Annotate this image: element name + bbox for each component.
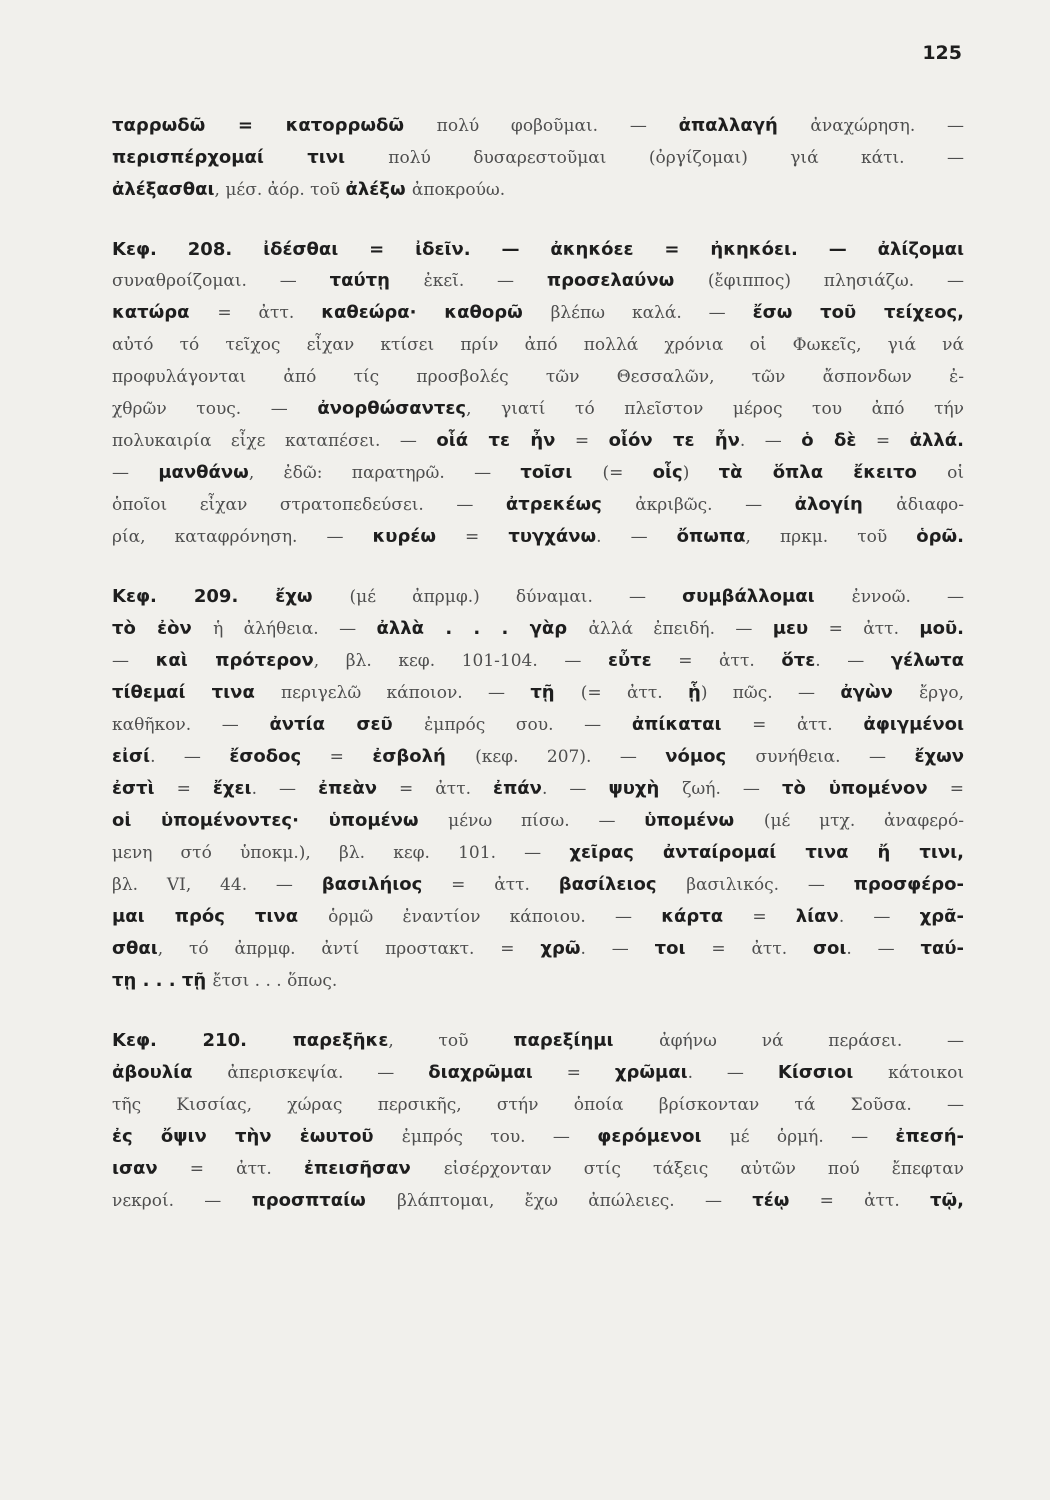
paragraph-kef-209 bbox=[112, 581, 964, 997]
headword: τῇ bbox=[530, 682, 581, 703]
headword: ἀντία σεῦ bbox=[269, 714, 425, 735]
headword: ἀβουλία bbox=[112, 1062, 228, 1083]
gloss: — bbox=[112, 651, 156, 671]
gloss: τῆς Κισσίας, χώρας περσικῆς, στήν ὁποία βρίσκονταν τά Σοῦσα. — bbox=[112, 1095, 964, 1115]
headword: τῷ, bbox=[930, 1190, 964, 1211]
text-line bbox=[112, 1121, 964, 1153]
headword: τῃ . . . τῇ bbox=[112, 970, 213, 991]
headword: ἀπίκαται bbox=[631, 714, 722, 735]
headword: σθαι bbox=[112, 938, 158, 959]
text-line bbox=[112, 613, 964, 645]
gloss: . — bbox=[687, 1063, 778, 1083]
headword: καθεώρα· καθορῶ bbox=[321, 302, 551, 323]
text-line bbox=[112, 581, 964, 613]
gloss: = bbox=[436, 527, 509, 547]
headword: χρῶμαι bbox=[614, 1062, 688, 1083]
headword: ἔχων bbox=[914, 746, 964, 767]
headword: ἐπεὰν bbox=[318, 778, 377, 799]
headword: ισαν bbox=[112, 1158, 158, 1179]
text-line bbox=[112, 361, 964, 393]
gloss: ζωή. — bbox=[682, 779, 782, 799]
headword: τίθεμαί τινα bbox=[112, 682, 281, 703]
gloss: βασιλικός. — bbox=[686, 875, 854, 895]
headword: σοι bbox=[813, 938, 847, 959]
headword: μοῦ. bbox=[919, 618, 964, 639]
text-line bbox=[112, 425, 964, 457]
gloss: προφυλάγονται ἀπό τίς προσβολές τῶν Θεσσαλῶν, τῶν ἄσπονδων ἐ- bbox=[112, 367, 964, 387]
headword: ἐς ὄψιν τὴν ἑωυτοῦ bbox=[112, 1126, 402, 1147]
text-line bbox=[112, 1089, 964, 1121]
gloss: = ἀττ. bbox=[721, 715, 864, 735]
text-line bbox=[112, 457, 964, 489]
gloss: . — bbox=[150, 747, 230, 767]
headword: ὁ δὲ bbox=[801, 430, 857, 451]
headword: Κεφ. 210. παρεξῆκε bbox=[112, 1030, 389, 1051]
headword: μευ bbox=[772, 618, 809, 639]
text-line bbox=[112, 645, 964, 677]
gloss: μέ ὁρμή. — bbox=[729, 1127, 896, 1147]
headword: εἰσί bbox=[112, 746, 151, 767]
text-line bbox=[112, 174, 964, 206]
headword: ταύτῃ bbox=[329, 270, 424, 291]
text-line bbox=[112, 869, 964, 901]
headword: ὅτε bbox=[781, 650, 816, 671]
headword: νόμος bbox=[665, 746, 756, 767]
headword: γέλωτα bbox=[890, 650, 964, 671]
text-line bbox=[112, 741, 964, 773]
gloss: = bbox=[154, 779, 213, 799]
gloss: . — bbox=[739, 431, 802, 451]
gloss: κάτοικοι bbox=[888, 1063, 964, 1083]
headword: ψυχὴ bbox=[608, 778, 683, 799]
gloss: ἐμπρός σου. — bbox=[424, 715, 632, 735]
gloss: . — bbox=[541, 779, 609, 799]
gloss: . — bbox=[580, 939, 655, 959]
gloss: = ἀττ. bbox=[685, 939, 813, 959]
headword: τὸ ἐὸν bbox=[112, 618, 214, 639]
gloss: (= ἀττ. bbox=[580, 683, 688, 703]
headword: ἀγὼν bbox=[840, 682, 920, 703]
gloss: (= bbox=[602, 463, 653, 483]
gloss: ρία, καταφρόνηση. — bbox=[112, 527, 373, 547]
gloss: νεκροί. — bbox=[112, 1191, 252, 1211]
headword: ἐσβολή bbox=[372, 746, 476, 767]
headword: ἔσοδος bbox=[229, 746, 302, 767]
page-number: 125 bbox=[922, 42, 962, 64]
gloss: αὐτό τό τεῖχος εἶχαν κτίσει πρίν ἀπό πολλά χρόνια οἱ Φωκεῖς, γιά νά bbox=[112, 335, 964, 355]
gloss: = ἀττ. bbox=[651, 651, 782, 671]
gloss: συνήθεια. — bbox=[755, 747, 915, 767]
gloss: (μέ ἀπρμφ.) δύναμαι. — bbox=[349, 587, 683, 607]
gloss: ἀποκρούω. bbox=[411, 180, 506, 200]
gloss: = ἀττ. bbox=[376, 779, 494, 799]
headword: ὁρῶ. bbox=[916, 526, 964, 547]
gloss: ἔτσι . . . ὅπως. bbox=[212, 971, 338, 991]
headword: παρεξίημι bbox=[513, 1030, 660, 1051]
text-line bbox=[112, 805, 964, 837]
gloss: πολύ φοβοῦμαι. — bbox=[436, 116, 679, 136]
gloss: = bbox=[301, 747, 373, 767]
headword: ἀλογίη bbox=[794, 494, 897, 515]
gloss: = bbox=[927, 779, 964, 799]
gloss: ἡ ἀλήθεια. — bbox=[213, 619, 377, 639]
gloss: — bbox=[112, 463, 159, 483]
headword: Κεφ. 209. ἔχω bbox=[112, 586, 350, 607]
text-line bbox=[112, 709, 964, 741]
gloss: βλέπω καλά. — bbox=[550, 303, 753, 323]
gloss: ἀφήνω νά περάσει. — bbox=[659, 1031, 964, 1051]
headword: προσελαύνω bbox=[546, 270, 708, 291]
headword: ἐστὶ bbox=[112, 778, 155, 799]
headword: προσφέρο- bbox=[853, 874, 964, 895]
headword: ἐπάν bbox=[493, 778, 542, 799]
gloss: ἀκριβῶς. — bbox=[635, 495, 795, 515]
headword: Κεφ. 208. ἰδέσθαι = ἰδεῖν. — ἀκηκόεε = ἠκηκόει. — ἀλίζομαι bbox=[112, 239, 964, 260]
headword: τοι bbox=[654, 938, 686, 959]
gloss: συναθροίζομαι. — bbox=[112, 271, 330, 291]
headword: οἷά τε ἦν bbox=[436, 430, 556, 451]
headword: ἔσω τοῦ τείχεος, bbox=[752, 302, 964, 323]
text-line bbox=[112, 142, 964, 174]
gloss: . — bbox=[815, 651, 891, 671]
headword: ὑπομένω bbox=[644, 810, 764, 831]
headword: τὰ ὅπλα ἔκειτο bbox=[718, 462, 948, 483]
gloss: , τό ἀπρμφ. ἀντί προστακτ. = bbox=[157, 939, 541, 959]
gloss: = ἀττ. bbox=[157, 1159, 304, 1179]
gloss: , πρκμ. τοῦ bbox=[745, 527, 917, 547]
text-line bbox=[112, 965, 964, 997]
headword: ἔχει bbox=[212, 778, 252, 799]
headword: τυγχάνω bbox=[508, 526, 597, 547]
text-line bbox=[112, 265, 964, 297]
gloss: = bbox=[856, 431, 910, 451]
headword: ἐπεισῆσαν bbox=[303, 1158, 444, 1179]
gloss: , γιατί τό πλεῖστον μέρος του ἀπό τήν bbox=[466, 399, 964, 419]
headword: εὖτε bbox=[607, 650, 652, 671]
gloss: χθρῶν τους. — bbox=[112, 399, 318, 419]
headword: οἱ ὑπομένοντες· ὑπομένω bbox=[112, 810, 449, 831]
gloss: = bbox=[723, 907, 796, 927]
headword: βασιλήιος bbox=[321, 874, 423, 895]
headword: ᾗ bbox=[687, 682, 701, 703]
gloss: , ἐδῶ: παρατηρῶ. — bbox=[248, 463, 521, 483]
gloss: = ἀττ. bbox=[808, 619, 920, 639]
gloss: = ἀττ. bbox=[422, 875, 559, 895]
headword: χρῶ bbox=[540, 938, 581, 959]
gloss: ἐμπρός του. — bbox=[401, 1127, 598, 1147]
headword: κάρτα bbox=[661, 906, 724, 927]
headword: οἷς bbox=[652, 462, 683, 483]
headword: χρᾶ- bbox=[919, 906, 964, 927]
gloss: (κεφ. 207). — bbox=[475, 747, 666, 767]
gloss: . — bbox=[838, 907, 920, 927]
gloss: οἱ bbox=[947, 463, 964, 483]
gloss: . — bbox=[251, 779, 319, 799]
headword: ἀλλὰ . . . γὰρ bbox=[376, 618, 589, 639]
headword: ἀνορθώσαντες bbox=[317, 398, 467, 419]
text-line bbox=[112, 901, 964, 933]
text-line bbox=[112, 489, 964, 521]
gloss: ) πῶς. — bbox=[700, 683, 841, 703]
gloss: (ἔφιππος) πλησιάζω. — bbox=[707, 271, 964, 291]
headword: τὸ ὑπομένον bbox=[781, 778, 928, 799]
gloss: καθῆκον. — bbox=[112, 715, 270, 735]
headword: φερόμενοι bbox=[597, 1126, 730, 1147]
headword: ἀλέξασθαι bbox=[112, 179, 215, 200]
text-line bbox=[112, 110, 964, 142]
text-body bbox=[112, 110, 964, 1245]
headword: μανθάνω bbox=[158, 462, 249, 483]
gloss: ἀδιαφο- bbox=[896, 495, 964, 515]
headword: τοῖσι bbox=[520, 462, 603, 483]
text-line bbox=[112, 837, 964, 869]
gloss: ἐκεῖ. — bbox=[423, 271, 547, 291]
text-line bbox=[112, 1185, 964, 1217]
paragraph-kef-210 bbox=[112, 1025, 964, 1217]
gloss: ἀναχώρηση. — bbox=[810, 116, 964, 136]
headword: τέῳ bbox=[752, 1190, 790, 1211]
gloss: ἐννοῶ. — bbox=[851, 587, 964, 607]
text-line bbox=[112, 1025, 964, 1057]
text-line bbox=[112, 933, 964, 965]
headword: χεῖρας ἀνταίρομαί τινα ἤ τινι, bbox=[569, 842, 964, 863]
text-line bbox=[112, 1057, 964, 1089]
text-line bbox=[112, 297, 964, 329]
gloss: περιγελῶ κάποιον. — bbox=[280, 683, 531, 703]
gloss: . — bbox=[846, 939, 921, 959]
headword: περισπέρχομαί τινι bbox=[112, 147, 389, 168]
headword: Κίσσιοι bbox=[777, 1062, 889, 1083]
text-line bbox=[112, 393, 964, 425]
gloss: εἰσέρχονταν στίς τάξεις αὐτῶν πού ἔπεφταν bbox=[443, 1159, 964, 1179]
headword: μαι πρός τινα bbox=[112, 906, 329, 927]
text-line bbox=[112, 521, 964, 553]
gloss: μενη στό ὑποκμ.), βλ. κεφ. 101. — bbox=[112, 843, 570, 863]
headword: καὶ πρότερον bbox=[155, 650, 314, 671]
headword: ἀτρεκέως bbox=[505, 494, 636, 515]
headword: οἷόν τε ἦν bbox=[608, 430, 740, 451]
gloss: ἀπερισκεψία. — bbox=[227, 1063, 429, 1083]
headword: κυρέω bbox=[372, 526, 437, 547]
gloss: ) bbox=[682, 463, 719, 483]
gloss: ἔργο, bbox=[919, 683, 964, 703]
headword: κατώρα bbox=[112, 302, 218, 323]
gloss: , μέσ. ἀόρ. τοῦ bbox=[214, 180, 346, 200]
gloss: ἀλλά ἐπειδή. — bbox=[588, 619, 773, 639]
gloss: (μέ μτχ. ἀναφερό- bbox=[763, 811, 964, 831]
gloss: βλάπτομαι, ἔχω ἀπώλειες. — bbox=[396, 1191, 753, 1211]
paragraph-kef-208 bbox=[112, 234, 964, 553]
headword: ἐπεσή- bbox=[895, 1126, 964, 1147]
gloss: πολυκαιρία εἶχε καταπέσει. — bbox=[112, 431, 437, 451]
headword: λίαν bbox=[795, 906, 839, 927]
text-line bbox=[112, 677, 964, 709]
text-line bbox=[112, 1153, 964, 1185]
gloss: = bbox=[555, 431, 609, 451]
headword: ὄπωπα bbox=[676, 526, 746, 547]
gloss: μένω πίσω. — bbox=[448, 811, 645, 831]
gloss: , τοῦ bbox=[388, 1031, 514, 1051]
gloss: = bbox=[532, 1063, 615, 1083]
headword: προσπταίω bbox=[251, 1190, 397, 1211]
gloss: , βλ. κεφ. 101-104. — bbox=[313, 651, 608, 671]
text-line bbox=[112, 329, 964, 361]
headword: ἀπαλλαγή bbox=[678, 115, 811, 136]
headword: ἀλέξω bbox=[345, 179, 412, 200]
text-line bbox=[112, 234, 964, 265]
paragraph-top bbox=[112, 110, 964, 206]
gloss: ὁρμῶ ἐναντίον κάποιου. — bbox=[328, 907, 662, 927]
headword: συμβάλλομαι bbox=[682, 586, 852, 607]
gloss: = ἀττ. bbox=[789, 1191, 931, 1211]
headword: ἀλλά. bbox=[909, 430, 964, 451]
gloss: βλ. VI, 44. — bbox=[112, 875, 322, 895]
headword: βασίλειος bbox=[558, 874, 687, 895]
headword: ταύ- bbox=[920, 938, 964, 959]
headword: ἀφιγμένοι bbox=[863, 714, 964, 735]
gloss: ὁποῖοι εἶχαν στρατοπεδεύσει. — bbox=[112, 495, 506, 515]
text-line bbox=[112, 773, 964, 805]
headword: ταρρωδῶ = κατορρωδῶ bbox=[112, 115, 437, 136]
gloss: πολύ δυσαρεστοῦμαι (ὀργίζομαι) γιά κάτι. — bbox=[388, 148, 964, 168]
gloss: = ἀττ. bbox=[217, 303, 322, 323]
gloss: . — bbox=[596, 527, 677, 547]
headword: διαχρῶμαι bbox=[428, 1062, 533, 1083]
